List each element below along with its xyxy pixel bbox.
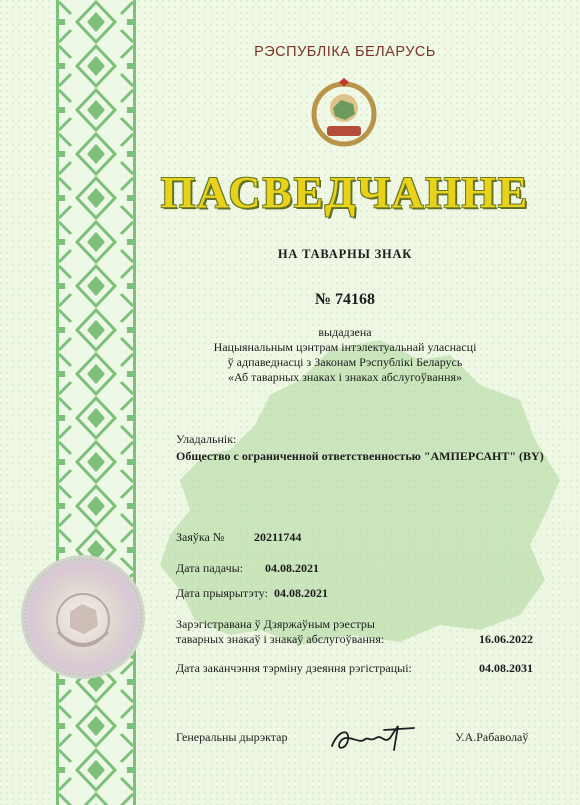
expiry-date-label: Дата заканчэння тэрміну дзеяння рэгістрацыі: [176,661,412,675]
filing-date-label: Дата падачы: [176,561,244,575]
owner-label: Уладальнік: [176,432,237,446]
document-subtitle: НА ТАВАРНЫ ЗНАК [277,247,413,261]
registered-label-line-2: таварных знакаў і знакаў абслугоўвання: [176,632,385,646]
registered-label-line-1: Зарэгістравана ў Дзяржаўным рэестры [176,617,375,631]
state-emblem [309,78,379,152]
issued-line-3: ў адпаведнасці з Законам Рэспублікі Беларусь [227,355,463,369]
issued-line-1: выдадзена [318,325,372,339]
owner-value: Общество с ограниченной ответственностью "АМПЕРСАНТ" (BY) [176,449,544,463]
application-value: 20211744 [254,530,302,544]
registered-date-value: 16.06.2022 [479,632,533,646]
filing-date-value: 04.08.2021 [265,561,319,575]
document-title: ПАСВЕДЧАННЕ [160,168,530,217]
signatory-position: Генеральны дырэктар [176,730,288,744]
handwritten-signature [328,722,418,754]
country-name: РЭСПУБЛІКА БЕЛАРУСЬ [254,44,436,60]
application-label: Заяўка № [176,530,225,544]
certificate-number: № 74168 [314,291,376,308]
issued-line-4: «Аб таварных знаках і знаках абслугоўвання» [227,370,463,384]
priority-date-label: Дата прыярытэту: [176,586,268,600]
priority-date-value: 04.08.2021 [274,586,328,600]
expiry-date-value: 04.08.2031 [479,661,533,675]
hologram-seal [18,552,148,682]
issued-line-2: Нацыянальным цэнтрам інтэлектуальнай уласнасці [213,340,477,354]
ornament-band [55,0,137,805]
signatory-name: У.А.Рабаволаў [455,730,529,744]
